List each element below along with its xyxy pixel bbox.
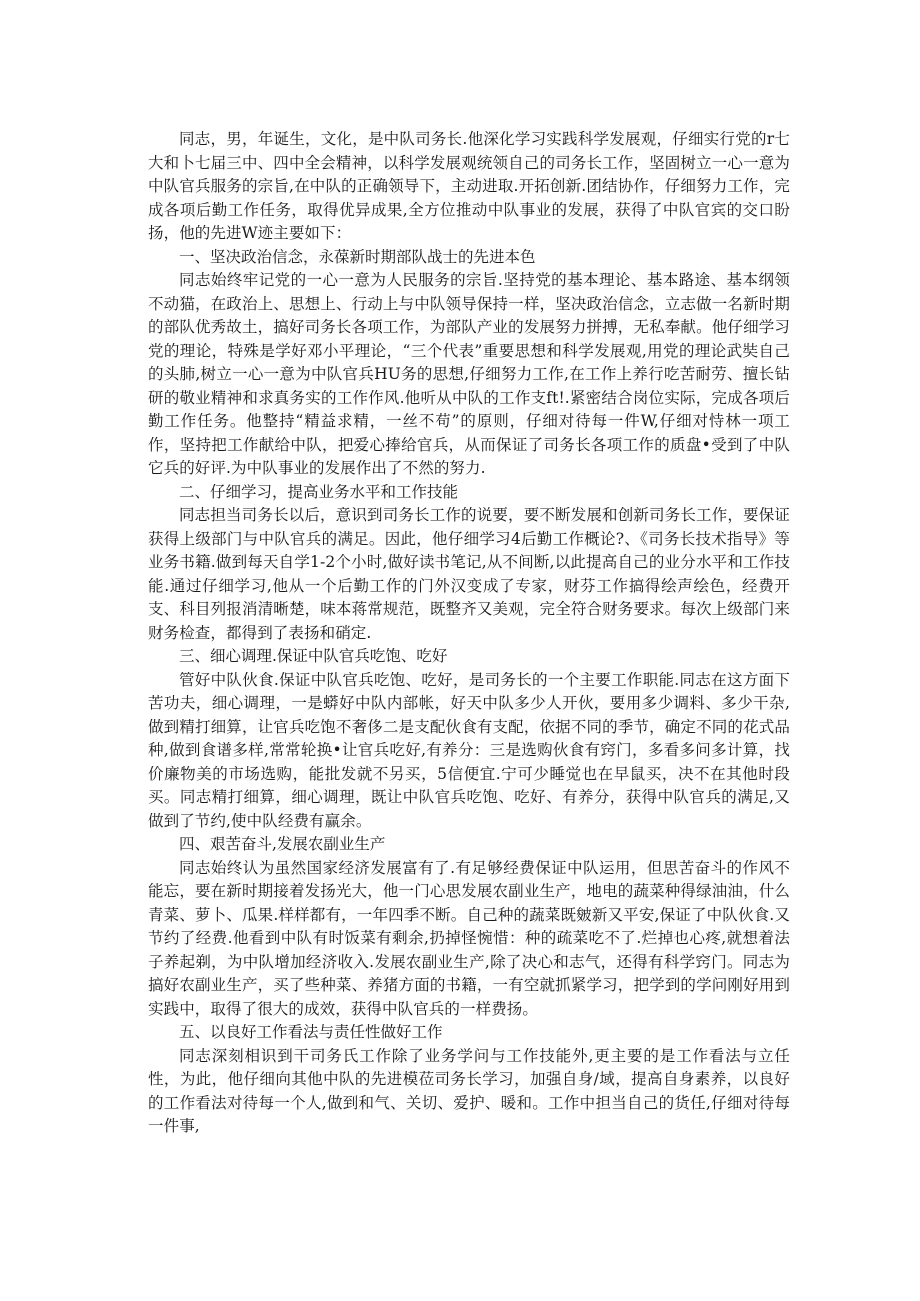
section-1-paragraph: 同志始终牢记党的一心一意为人民服务的宗旨.坚持党的基本理论、基本路途、基本纲领不动猫，在政治上、思想上、行动上与中队领导保持一样，坚决政治信念，立志做一名新时期的部队优秀故土，搞好司务长各项工作，为部队产业的发展努力拼搏，无私奉献。他仔细学习党的理论，特殊是学好邓小平理论，“三个代表”重要思想和科学发展观,用党的理论武奘自己的头肺,树立一心一意为中队官兵HU务的思想,仔细努力工作,在工作上养行吃苦耐劳、擅长钻研的敬业精神和求真务实的工作作风.他听从中队的工作支ft!.紧密结合岗位实际，完成各项后勤工作任务。他整持“精益求精，一丝不苟”的原则，仔细对待每一件W,仔细对恃林一项工作，坚持把工作献给中队，把爱心捧给官兵，从而保证了司务长各项工作的质盘•受到了中队它兵的好评.为中队事业的发展作出了不然的努力. (148, 271, 790, 477)
intro-paragraph: 同志，男，年诞生，文化，是中队司务长.他深化学习实践科学发展观，仔细实行党的r七大和卜七届三中、四中全会精神，以科学发展观统领自己的司务长工作，坚固树立一心一意为中队官兵服务的宗旨,在中队的正确领导下，主动进取.开拓创新.团结协作，仔细努力工作，完成各项后勤工作任务，取得优异成果,全方位推动中队事业的发展，获得了中队官宾的交口盼扬，他的先进W迹主要如下： (148, 130, 790, 242)
document-body (148, 128, 790, 1139)
section-heading-2: 二、仔细学习，提高业务水平和工作技能 (179, 482, 459, 501)
section-5-paragraph: 同志深刻相识到干司务氏工作除了业务学问与工作技能外,更主要的是工作看法与立任性，为此，他仔细向其他中队的先进模莅司务长学习，加强自身/域，提高自身素养，以良好的工作看法对待每一个人,做到和气、关切、爱护、暖和。工作中担当自己的货任,仔细对待每一件事, (148, 1046, 790, 1135)
section-heading-3: 三、细心调理.保证中队官兵吃饱、吃好 (179, 647, 448, 665)
section-heading-1: 一、坚决政治信念，永葆新时期部队战士的先进本色 (179, 247, 536, 266)
section-heading-5: 五、以良好工作看法与责任性做好工作 (179, 1023, 443, 1041)
section-2-paragraph: 同志担当司务长以后，意识到司务长工作的说要，要不断发展和创新司务长工作，要保证获得上级部门与中队官兵的满足。因此，他仔细学习4后勤工作概论?、《司务长技术指导》等业务书籍.做到每天自学1-2个小时,做好读书笔记,从不间断,以此提高自己的业分水平和工作技能.通过仔细学习,他从一个后勤工作的门外汉变成了专家，财芬工作搞得绘声绘色，经费开支、科目列报消清晰楚，味本蒋常规范，既整齐又美观，完全符合财务要求。每次上级部门来财务检查，都得到了表扬和硝定. (148, 506, 790, 642)
section-heading-4: 四、艰苦奋斗,发展农副业生产 (179, 835, 386, 853)
section-4-paragraph: 同志始终认为虽然国家经济发展富有了.有足够经费保证中队运用，但思苦奋斗的作风不能忘，要在新时期接着发扬光大，他一门心思发展农副业生产，地电的蔬菜种得绿油油，什么青菜、萝卜、瓜果.样样都有，一年四季不断。自己种的蔬菜既皴新又平安,保证了中队伙食.又节约了经费.他看到中队有时饭菜有剩余,扔掉怪惋惜：种的疏菜吃不了.烂掉也心疼,就想着法子养起剃，为中队增加经济收入.发展农副业生产,除了决心和志气，还得有科学窍门。同志为搞好农副业生产，买了些种菜、养猪方面的书籍，一有空就抓紧学习，把学到的学问刚好用到实践中，取得了很大的成效，获得中队官兵的一样费扬。 (148, 858, 790, 1018)
section-3-paragraph: 管好中队伙食.保证中队官兵吃饱、吃好，是司务长的一个主要工作职能.同志在这方面下苦功夫，细心调理，一是蟒好中队内部帐，好天中队多少人开伙，要用多少调料、多少干杂,做到精打细算，让官兵吃饱不奢侈二是支配伙食有支配，依据不同的季节，确定不同的花式品种,做到食谱多样,常常轮换•让官兵吃好,有养分：三是选购伙食有窍门，多看多问多计算，找价廉物美的市场选购，能批发就不另买，5信便宜.宁可少睡觉也在早鼠买，决不在其他时段买。同志精打细算，细心调理，既让中队官兵吃饱、吃好、有养分，获得中队官兵的满足,又做到了节约,使中队经费有赢余。 (148, 670, 790, 830)
